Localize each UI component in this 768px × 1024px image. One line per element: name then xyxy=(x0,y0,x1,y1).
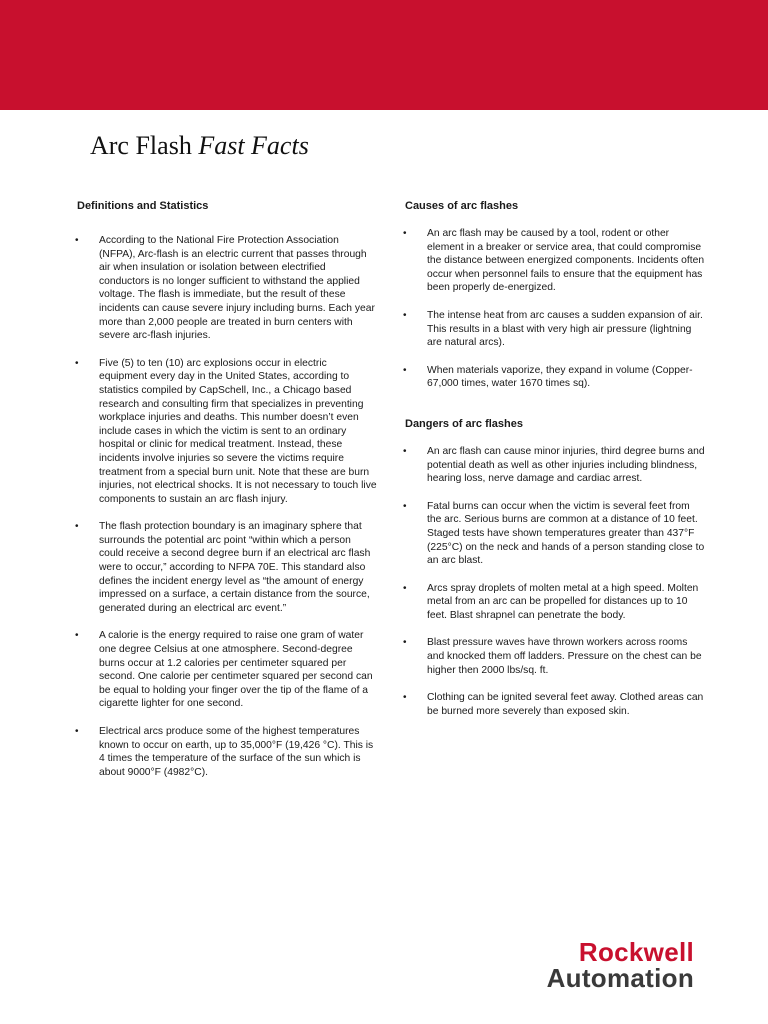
bullet-icon: • xyxy=(403,582,407,594)
dangers-list xyxy=(405,445,705,719)
bullet-icon: • xyxy=(403,309,407,321)
list-item-text: A calorie is the energy required to raise one gram of water one degree Celsius at one atmosphere. Second-degree burns occur at 1.2 calories per centimeter squared per second. One calorie per centimeter squared per second can be equal to holding your finger over the tip of the flame of a cigarette lighter for one second. xyxy=(99,630,373,710)
list-item xyxy=(405,445,705,486)
bullet-icon: • xyxy=(75,726,79,737)
bullet-icon: • xyxy=(75,235,79,246)
bullet-icon: • xyxy=(75,357,79,369)
causes-list xyxy=(405,227,705,391)
list-item-text: Fatal burns can occur when the victim is several feet from the arc. Serious burns are common at a distance of 10 feet. Staged tests have shown temperatures greater than 437°F (225°C) on the neck and hands of a person standing close to an arc blast. xyxy=(427,500,705,567)
page-title xyxy=(90,131,309,161)
title-main: Arc Flash xyxy=(90,131,199,160)
list-item xyxy=(77,234,377,343)
list-item-text: The intense heat from arc causes a sudden expansion of air. This results in a blast with very high air pressure (lightning are natural arcs). xyxy=(427,309,703,349)
list-item xyxy=(77,629,377,711)
header-banner xyxy=(0,0,768,110)
rockwell-automation-logo xyxy=(514,939,694,991)
definitions-heading: Definitions and Statistics xyxy=(77,200,209,212)
title-italic: Fast Facts xyxy=(198,131,309,160)
list-item-text: Arcs spray droplets of molten metal at a high speed. Molten metal from an arc can be propelled for distances up to 10 feet. Blast shrapnel can penetrate the body. xyxy=(427,582,699,621)
bullet-icon: • xyxy=(75,630,79,642)
bullet-icon: • xyxy=(403,637,407,649)
list-item xyxy=(405,364,705,391)
list-item-text: The flash protection boundary is an imaginary sphere that surrounds the potential arc point “within which a person could receive a second degree burn if an electrical arc flash were to occur,” according to NFPA 70E. This standard also defines the incident energy level as “the amount of energy impressed on a surface, a certain distance from the source, generated during an electrical arc event.” xyxy=(99,521,371,614)
list-item-text: According to the National Fire Protection Association (NFPA), Arc-flash is an electric current that passes through air when insulation or isolation between electrified conductors is no longer sufficient to withstand the applied voltage. The flash is immediate, but the result of these incidents can cause severe injury including burns. Each year more than 2,000 people are treated in burn centers with severe arc-flash injuries. xyxy=(99,235,375,342)
list-item xyxy=(405,500,705,568)
bullet-icon: • xyxy=(403,364,407,376)
logo-line-2: Automation xyxy=(546,963,694,993)
list-item-text: An arc flash can cause minor injuries, third degree burns and potential death as well as other injuries including blindness, hearing loss, nerve damage and cardiac arrest. xyxy=(427,445,705,485)
list-item-text: An arc flash may be caused by a tool, rodent or other element in a breaker or service area, that could compromise the distance between energized components. Incidents often occur when personnel fails to ensure that the equipment has been properly de-energized. xyxy=(427,228,705,294)
list-item xyxy=(405,691,705,718)
bullet-icon: • xyxy=(403,692,407,704)
list-item-text: When materials vaporize, they expand in volume (Copper-67,000 times, water 1670 times sq). xyxy=(427,364,693,390)
causes-heading: Causes of arc flashes xyxy=(405,200,519,212)
logo-line-1: Rockwell xyxy=(578,937,694,967)
list-item-text: Blast pressure waves have thrown workers across rooms and knocked them off ladders. Pressure on the chest can be higher then 2000 lbs/sq. ft. xyxy=(427,637,702,676)
right-column xyxy=(405,199,705,718)
left-column xyxy=(77,199,377,779)
list-item xyxy=(77,357,377,507)
bullet-icon: • xyxy=(75,521,79,533)
list-item-text: Five (5) to ten (10) arc explosions occur in electric equipment every day in the United States, according to statistics compiled by CapSchell, Inc., a Chicago based research and consulting firm that specializes in preventing workplace injuries and deaths. This number doesn’t even include cases in which the victim is sent to an ordinary hospital or clinic for medical treatment. Instead, these incidents involve injuries so severe the victims require treatment from a special burn unit. Note that these are burn injuries, not electrical shocks. It is not necessary to touch live components to sustain an arc flash injury. xyxy=(99,357,377,505)
definitions-list xyxy=(77,234,377,779)
list-item xyxy=(77,520,377,615)
list-item-text: Electrical arcs produce some of the highest temperatures known to occur on earth, up to 35,000°F (19,426 °C). This is 4 times the temperature of the surface of the sun which is about 9000°F (4982°C). xyxy=(99,726,374,778)
list-item xyxy=(77,725,377,779)
list-item xyxy=(405,636,705,677)
bullet-icon: • xyxy=(403,445,407,457)
dangers-heading: Dangers of arc flashes xyxy=(405,417,523,430)
bullet-icon: • xyxy=(403,500,407,512)
list-item xyxy=(405,582,705,623)
list-item xyxy=(405,309,705,350)
list-item xyxy=(405,227,705,295)
list-item-text: Clothing can be ignited several feet away. Clothed areas can be burned more severely than exposed skin. xyxy=(427,692,704,717)
bullet-icon: • xyxy=(403,228,407,239)
